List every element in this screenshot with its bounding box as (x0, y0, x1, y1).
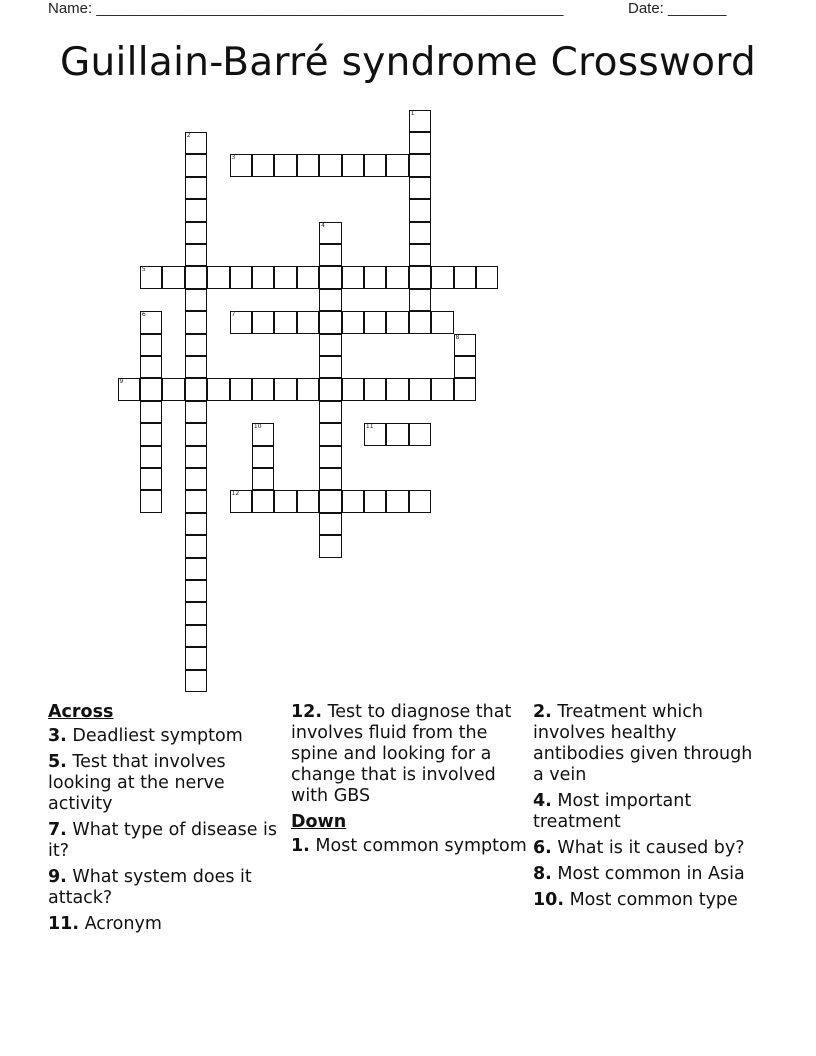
crossword-cell[interactable] (185, 334, 208, 357)
crossword-cell[interactable] (409, 154, 432, 177)
crossword-cell[interactable] (252, 378, 275, 401)
crossword-cell[interactable] (342, 490, 365, 513)
clue-item (48, 726, 284, 747)
crossword-cell[interactable] (252, 446, 275, 469)
clue-number-label: 2 (186, 131, 191, 139)
clue-item (533, 838, 763, 859)
crossword-cell[interactable] (185, 244, 208, 267)
crossword-cell[interactable] (454, 266, 477, 289)
crossword-cell[interactable] (185, 266, 208, 289)
clue-item (291, 702, 527, 807)
crossword-cell[interactable] (140, 490, 163, 513)
down-heading: Down (291, 812, 347, 832)
crossword-cell[interactable] (319, 378, 342, 401)
clue-number: 8. (533, 864, 552, 884)
crossword-cell[interactable] (230, 154, 253, 177)
crossword-cell[interactable] (185, 558, 208, 581)
crossword-cell[interactable] (319, 244, 342, 267)
crossword-cell[interactable] (140, 423, 163, 446)
crossword-cell[interactable] (274, 266, 297, 289)
crossword-cell[interactable] (274, 378, 297, 401)
clues-column-2 (291, 702, 527, 862)
crossword-cell[interactable] (162, 378, 185, 401)
crossword-cell[interactable] (140, 266, 163, 289)
clue-text: Treatment which involves healthy antibodies given through a vein (533, 702, 753, 785)
crossword-cell[interactable] (409, 289, 432, 312)
crossword-cell[interactable] (409, 266, 432, 289)
crossword-cell[interactable] (386, 378, 409, 401)
crossword-cell[interactable] (207, 266, 230, 289)
crossword-cell[interactable] (252, 154, 275, 177)
crossword-cell[interactable] (319, 535, 342, 558)
date-field[interactable]: Date: _______ (628, 0, 727, 17)
crossword-cell[interactable] (319, 513, 342, 536)
crossword-cell[interactable] (364, 154, 387, 177)
crossword-cell[interactable] (140, 356, 163, 379)
crossword-cell[interactable] (185, 132, 208, 155)
clue-number: 11. (48, 914, 80, 934)
crossword-cell[interactable] (319, 446, 342, 469)
crossword-cell[interactable] (185, 154, 208, 177)
crossword-cell[interactable] (185, 378, 208, 401)
clue-item (291, 836, 527, 857)
name-field[interactable]: Name: ________________________________________________________ (48, 0, 564, 17)
clue-item (48, 867, 284, 909)
crossword-cell[interactable] (319, 334, 342, 357)
crossword-cell[interactable] (230, 490, 253, 513)
crossword-cell[interactable] (409, 378, 432, 401)
crossword-cell[interactable] (185, 490, 208, 513)
crossword-cell[interactable] (319, 356, 342, 379)
crossword-cell[interactable] (230, 311, 253, 334)
clue-item (48, 914, 284, 935)
crossword-cell[interactable] (409, 110, 432, 133)
clue-number-label: 7 (231, 311, 236, 319)
crossword-cell[interactable] (319, 222, 342, 245)
clue-item (48, 752, 284, 815)
crossword-cell[interactable] (319, 490, 342, 513)
crossword-cell[interactable] (364, 378, 387, 401)
clue-number-label: 1 (410, 109, 415, 117)
crossword-cell[interactable] (185, 647, 208, 670)
crossword-cell[interactable] (185, 625, 208, 648)
clues-column-1 (48, 702, 284, 940)
crossword-cell[interactable] (140, 446, 163, 469)
crossword-cell[interactable] (409, 132, 432, 155)
crossword-cell[interactable] (386, 154, 409, 177)
crossword-cell[interactable] (252, 423, 275, 446)
crossword-cell[interactable] (319, 423, 342, 446)
clue-item (533, 702, 763, 786)
crossword-cell[interactable] (118, 378, 141, 401)
crossword-cell[interactable] (274, 154, 297, 177)
crossword-cell[interactable] (185, 468, 208, 491)
crossword-cell[interactable] (342, 154, 365, 177)
crossword-cell[interactable] (185, 602, 208, 625)
crossword-cell[interactable] (185, 401, 208, 424)
clue-text: Most common in Asia (551, 864, 745, 884)
clue-number-label: 9 (119, 378, 124, 386)
clue-text: Most common symptom (309, 836, 527, 856)
crossword-cell[interactable] (409, 311, 432, 334)
crossword-cell[interactable] (230, 378, 253, 401)
clue-text: What type of disease is it? (48, 820, 278, 861)
crossword-cell[interactable] (185, 580, 208, 603)
crossword-cell[interactable] (274, 490, 297, 513)
crossword-cell[interactable] (140, 468, 163, 491)
clue-number-label: 11 (365, 423, 374, 431)
crossword-cell[interactable] (297, 311, 320, 334)
clue-number-label: 10 (253, 423, 262, 431)
clue-number-label: 12 (231, 490, 240, 498)
clue-text: Deadliest symptom (66, 726, 243, 746)
crossword-cell[interactable] (364, 490, 387, 513)
crossword-cell[interactable] (454, 378, 477, 401)
clue-text: Test to diagnose that involves fluid from the spine and looking for a change that is involved with GBS (291, 702, 512, 806)
clues-column-3 (533, 702, 763, 916)
crossword-cell[interactable] (297, 154, 320, 177)
crossword-cell[interactable] (476, 266, 499, 289)
clue-text: Acronym (79, 914, 162, 934)
crossword-cell[interactable] (319, 289, 342, 312)
crossword-cell[interactable] (319, 154, 342, 177)
clue-text: What is it caused by? (551, 838, 745, 858)
crossword-cell[interactable] (252, 311, 275, 334)
crossword-cell[interactable] (185, 356, 208, 379)
crossword-cell[interactable] (319, 311, 342, 334)
crossword-cell[interactable] (185, 222, 208, 245)
crossword-cell[interactable] (342, 378, 365, 401)
crossword-cell[interactable] (319, 266, 342, 289)
crossword-cell[interactable] (319, 401, 342, 424)
crossword-cell[interactable] (140, 334, 163, 357)
crossword-cell[interactable] (274, 311, 297, 334)
clue-text: Most common type (564, 890, 738, 910)
crossword-cell[interactable] (409, 490, 432, 513)
clue-text: Most important treatment (533, 791, 692, 832)
crossword-cell[interactable] (386, 311, 409, 334)
crossword-cell[interactable] (230, 266, 253, 289)
crossword-cell[interactable] (409, 222, 432, 245)
clue-number: 12. (291, 702, 323, 722)
crossword-cell[interactable] (364, 266, 387, 289)
across-heading: Across (48, 702, 114, 722)
clue-number: 9. (48, 867, 67, 887)
crossword-cell[interactable] (454, 356, 477, 379)
crossword-cell[interactable] (185, 670, 208, 693)
clue-item (533, 864, 763, 885)
crossword-cell[interactable] (252, 266, 275, 289)
clue-number-label: 3 (231, 154, 236, 162)
clue-number-label: 6 (141, 311, 146, 319)
crossword-cell[interactable] (185, 311, 208, 334)
crossword-cell[interactable] (409, 244, 432, 267)
crossword-cell[interactable] (297, 266, 320, 289)
crossword-cell[interactable] (185, 446, 208, 469)
clue-number: 5. (48, 752, 67, 772)
clue-item (48, 820, 284, 862)
crossword-cell[interactable] (386, 423, 409, 446)
crossword-cell[interactable] (297, 490, 320, 513)
clue-item (533, 890, 763, 911)
crossword-cell[interactable] (409, 199, 432, 222)
clue-number: 10. (533, 890, 565, 910)
crossword-cell[interactable] (252, 490, 275, 513)
crossword-cell[interactable] (431, 266, 454, 289)
crossword-cell[interactable] (140, 378, 163, 401)
crossword-cell[interactable] (185, 423, 208, 446)
crossword-cell[interactable] (319, 468, 342, 491)
crossword-cell[interactable] (409, 423, 432, 446)
crossword-cell[interactable] (185, 199, 208, 222)
crossword-cell[interactable] (342, 311, 365, 334)
clue-number-label: 4 (321, 221, 325, 229)
clue-number: 1. (291, 836, 310, 856)
crossword-cell[interactable] (140, 401, 163, 424)
clue-number-label: 5 (141, 266, 146, 274)
clue-number: 4. (533, 791, 552, 811)
clue-item (533, 791, 763, 833)
crossword-cell[interactable] (185, 289, 208, 312)
crossword-cell[interactable] (364, 423, 387, 446)
crossword-cell[interactable] (252, 468, 275, 491)
crossword-cell[interactable] (162, 266, 185, 289)
crossword-cell[interactable] (364, 311, 387, 334)
crossword-cell[interactable] (386, 490, 409, 513)
clue-number: 7. (48, 820, 67, 840)
crossword-cell[interactable] (185, 513, 208, 536)
clue-number-label: 8 (455, 333, 460, 341)
crossword-cell[interactable] (140, 311, 163, 334)
crossword-cell[interactable] (409, 177, 432, 200)
clue-text: Test that involves looking at the nerve activity (48, 752, 226, 814)
crossword-cell[interactable] (185, 177, 208, 200)
crossword-cell[interactable] (342, 266, 365, 289)
clue-number: 6. (533, 838, 552, 858)
crossword-cell[interactable] (207, 378, 230, 401)
crossword-cell[interactable] (185, 535, 208, 558)
crossword-cell[interactable] (431, 378, 454, 401)
crossword-cell[interactable] (297, 378, 320, 401)
page-title: Guillain-Barré syndrome Crossword (59, 40, 757, 85)
clue-number: 2. (533, 702, 552, 722)
crossword-cell[interactable] (386, 266, 409, 289)
crossword-cell[interactable] (454, 334, 477, 357)
crossword-cell[interactable] (431, 311, 454, 334)
clue-number: 3. (48, 726, 67, 746)
clue-text: What system does it attack? (48, 867, 252, 908)
